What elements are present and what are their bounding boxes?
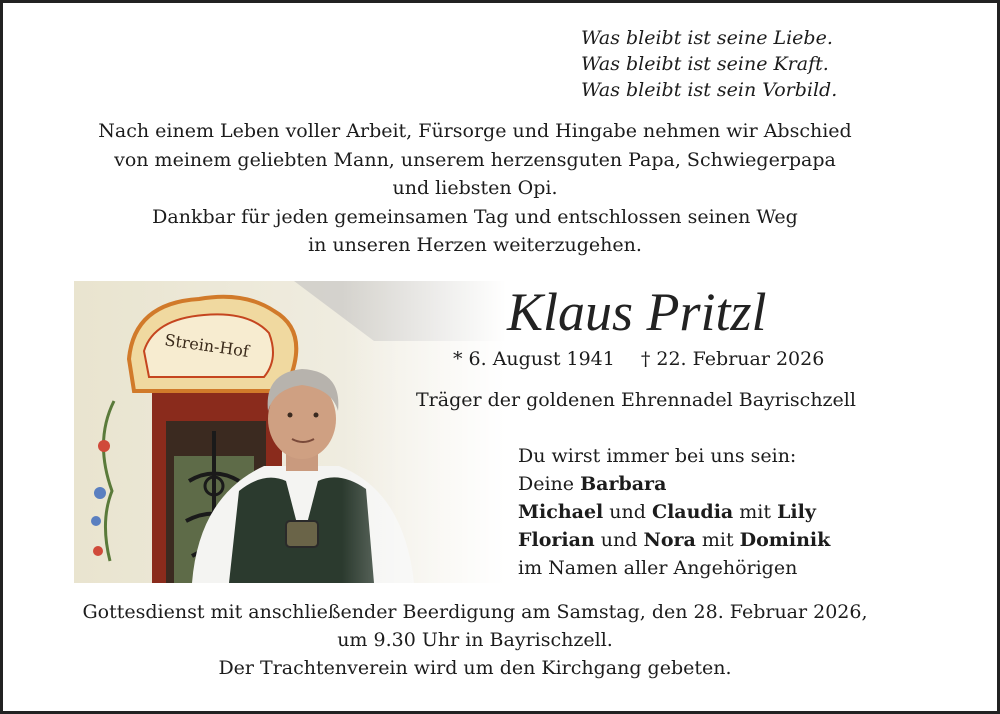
portrait-photo xyxy=(74,281,506,583)
quote-line: Was bleibt ist seine Kraft. xyxy=(581,53,829,75)
life-dates xyxy=(453,345,824,373)
family-connector: und xyxy=(603,501,652,523)
birth-date: * 6. August 1941 xyxy=(453,348,615,370)
service-details xyxy=(3,598,947,682)
family-prefix: Deine xyxy=(518,473,581,495)
intro-line: Dankbar für jeden gemeinsamen Tag und entschlossen seinen Weg xyxy=(152,205,798,228)
death-date: † 22. Februar 2026 xyxy=(640,348,825,370)
family-member-name: Florian xyxy=(518,529,595,551)
quote-line: Was bleibt ist sein Vorbild. xyxy=(581,79,838,101)
family-connector: mit xyxy=(695,529,740,551)
memorial-quote xyxy=(581,25,837,103)
intro-text xyxy=(3,117,947,260)
intro-line: Nach einem Leben voller Arbeit, Fürsorge und Hingabe nehmen wir Abschied xyxy=(98,120,852,142)
intro-line: von meinem geliebten Mann, unserem herzensguten Papa, Schwiegerpapa xyxy=(114,148,836,171)
service-line: Der Trachtenverein wird um den Kirchgang gebeten. xyxy=(218,657,732,679)
family-member-name: Michael xyxy=(518,501,604,523)
family-line: Du wirst immer bei uns sein: xyxy=(518,445,797,467)
deceased-name: Klaus Pritzl xyxy=(507,282,767,342)
family-line xyxy=(518,526,830,554)
family-member-name: Dominik xyxy=(739,529,831,551)
family-connector: und xyxy=(594,529,644,551)
service-line: Gottesdienst mit anschließender Beerdigung am Samstag, den 28. Februar 2026, xyxy=(82,601,868,623)
intro-line: und liebsten Opi. xyxy=(392,177,558,199)
family-line xyxy=(518,470,830,498)
quote-line: Was bleibt ist seine Liebe. xyxy=(581,27,833,49)
intro-line: in unseren Herzen weiterzugehen. xyxy=(308,234,642,256)
family-line: im Namen aller Angehörigen xyxy=(518,557,798,579)
family-member-name: Lily xyxy=(777,501,816,523)
service-line: um 9.30 Uhr in Bayrischzell. xyxy=(337,629,613,651)
family-member-name: Barbara xyxy=(580,473,667,495)
family-connector: mit xyxy=(733,501,778,523)
family-member-name: Claudia xyxy=(651,501,734,523)
family-member-name: Nora xyxy=(643,529,696,551)
family-block xyxy=(518,442,830,582)
honor-line: Träger der goldenen Ehrennadel Bayrischzell xyxy=(416,389,856,411)
family-line xyxy=(518,498,830,526)
